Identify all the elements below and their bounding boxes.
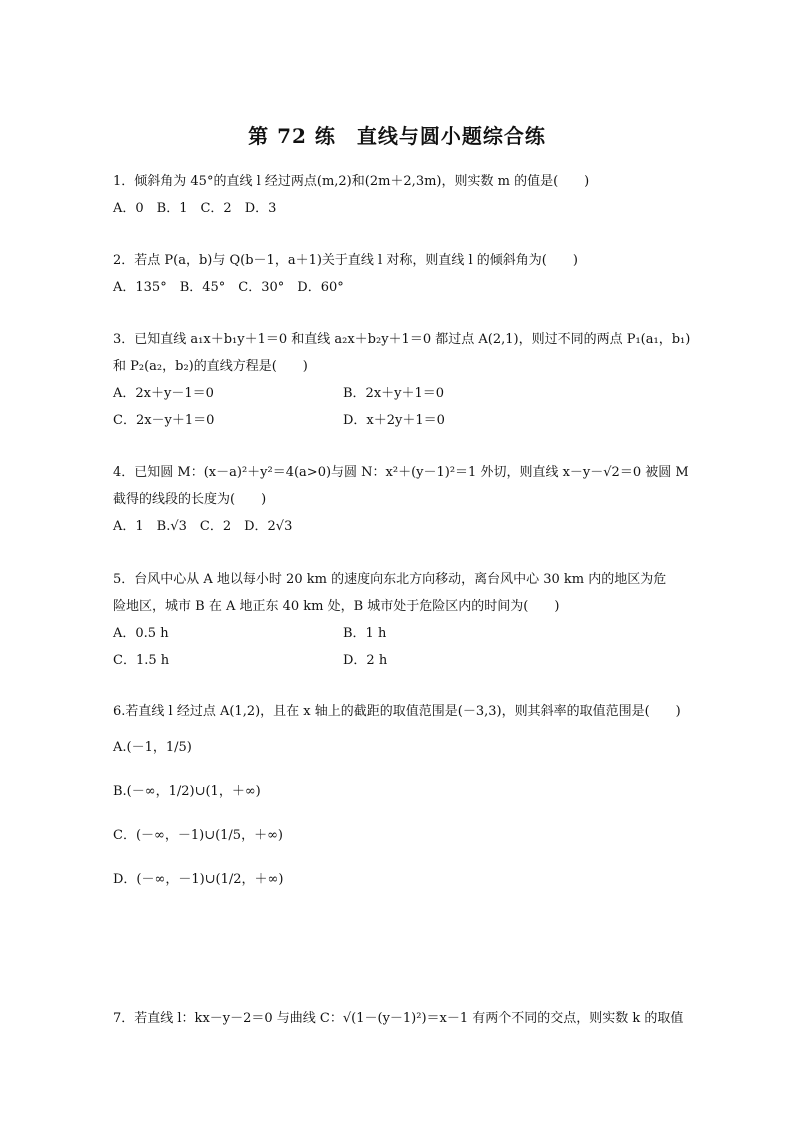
page-title: 第 72 练 直线与圆小题综合练: [248, 124, 546, 148]
question-7: [113, 1005, 683, 1032]
question-stem: 5．台风中心从 A 地以每小时 20 km 的速度向东北方向移动，离台风中心 30 km 内的地区为危: [113, 572, 667, 587]
option-a: A．0.5 h: [113, 626, 169, 641]
question-stem: 和 P₂(a₂，b₂)的直线方程是( ): [113, 359, 308, 374]
option-d: D．2 h: [343, 653, 388, 668]
option-c: C．(－∞，－1)∪(1/5，＋∞): [113, 827, 283, 843]
option-c: C．1.5 h: [113, 653, 170, 668]
question-stem: 3．已知直线 a₁x＋b₁y＋1＝0 和直线 a₂x＋b₂y＋1＝0 都过点 A(2,1)，则过不同的两点 P₁(a₁，b₁): [113, 332, 691, 347]
option-b: B.(－∞，1/2)∪(1，＋∞): [113, 783, 261, 799]
question-options: A．1 B.√3 C．2 D．2√3: [113, 519, 293, 534]
option-a: A．2x＋y－1＝0: [113, 386, 214, 401]
option-d: D．x＋2y＋1＝0: [343, 413, 445, 428]
question-stem: 7．若直线 l：kx－y－2＝0 与曲线 C：√(1－(y－1)²)＝x－1 有两个不同的交点，则实数 k 的取值: [113, 1011, 684, 1026]
options-row: [113, 380, 683, 407]
option-b: B．2x＋y＋1＝0: [343, 386, 445, 401]
question-stem: 2．若点 P(a，b)与 Q(b－1，a＋1)关于直线 l 对称，则直线 l 的倾斜角为( ): [113, 253, 578, 268]
question-stem: 截得的线段的长度为( ): [113, 492, 267, 507]
option-b: B．1 h: [343, 626, 387, 641]
question-stem: 6.若直线 l 经过点 A(1,2)，且在 x 轴上的截距的取值范围是(－3,3)，则其斜率的取值范围是( ): [113, 704, 681, 719]
question-options: A．135° B．45° C．30° D．60°: [113, 280, 344, 295]
question-1: [113, 168, 683, 222]
options-row: [113, 647, 683, 674]
question-6: [113, 698, 683, 901]
question-stem: 4．已知圆 M：(x－a)²＋y²＝4(a>0)与圆 N：x²＋(y－1)²＝1 外切，则直线 x－y－√2＝0 被圆 M: [113, 465, 689, 480]
options-row: [113, 620, 683, 647]
options-row: [113, 407, 683, 434]
option-d: D．(－∞，－1)∪(1/2，＋∞): [113, 871, 284, 887]
question-3: [113, 326, 691, 434]
question-options: A．0 B．1 C．2 D．3: [113, 201, 277, 216]
question-5: [113, 566, 683, 674]
option-a: A.(－1，1/5): [113, 739, 192, 755]
question-2: [113, 247, 683, 301]
question-stem: 险地区，城市 B 在 A 地正东 40 km 处，B 城市处于危险区内的时间为( ): [113, 599, 560, 614]
option-c: C．2x－y＋1＝0: [113, 413, 215, 428]
question-stem: 1．倾斜角为 45°的直线 l 经过两点(m,2)和(2m＋2,3m)，则实数 m 的值是( ): [113, 174, 590, 189]
question-4: [113, 459, 689, 540]
